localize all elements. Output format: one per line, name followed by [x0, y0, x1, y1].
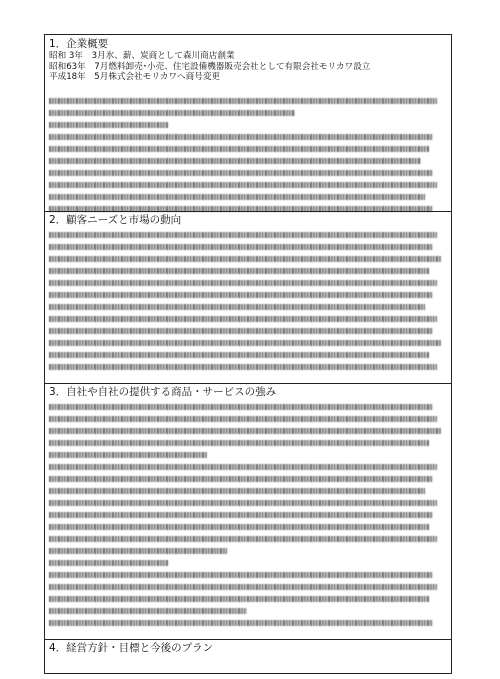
- section-title: 2．顧客ニーズと市場の動向: [49, 214, 182, 226]
- section-company-overview: [45, 35, 451, 218]
- section-title: 1．企業概要: [49, 38, 109, 50]
- section-customer-needs: [45, 211, 451, 383]
- section-title: 4．経営方針・目標と今後のプラン: [49, 642, 214, 654]
- section-strengths: [45, 383, 451, 639]
- redacted-text-block: [49, 230, 445, 374]
- section-management-policy: [45, 639, 451, 679]
- history-line: 平成18年 5月株式会社モリカワへ商号変更: [49, 72, 221, 83]
- redacted-text-block: [49, 402, 445, 630]
- redacted-text-block: [49, 96, 445, 216]
- history-line: 昭和63年 7月燃料卸売･小売、住宅設備機器販売会社として有限会社モリカワ設立: [49, 61, 371, 72]
- section-title: 3．自社や自社の提供する商品・サービスの強み: [49, 386, 277, 398]
- document-form: [44, 34, 452, 674]
- history-line: 昭和 3年 3月氷、薪、炭商として森川商店創業: [49, 51, 235, 61]
